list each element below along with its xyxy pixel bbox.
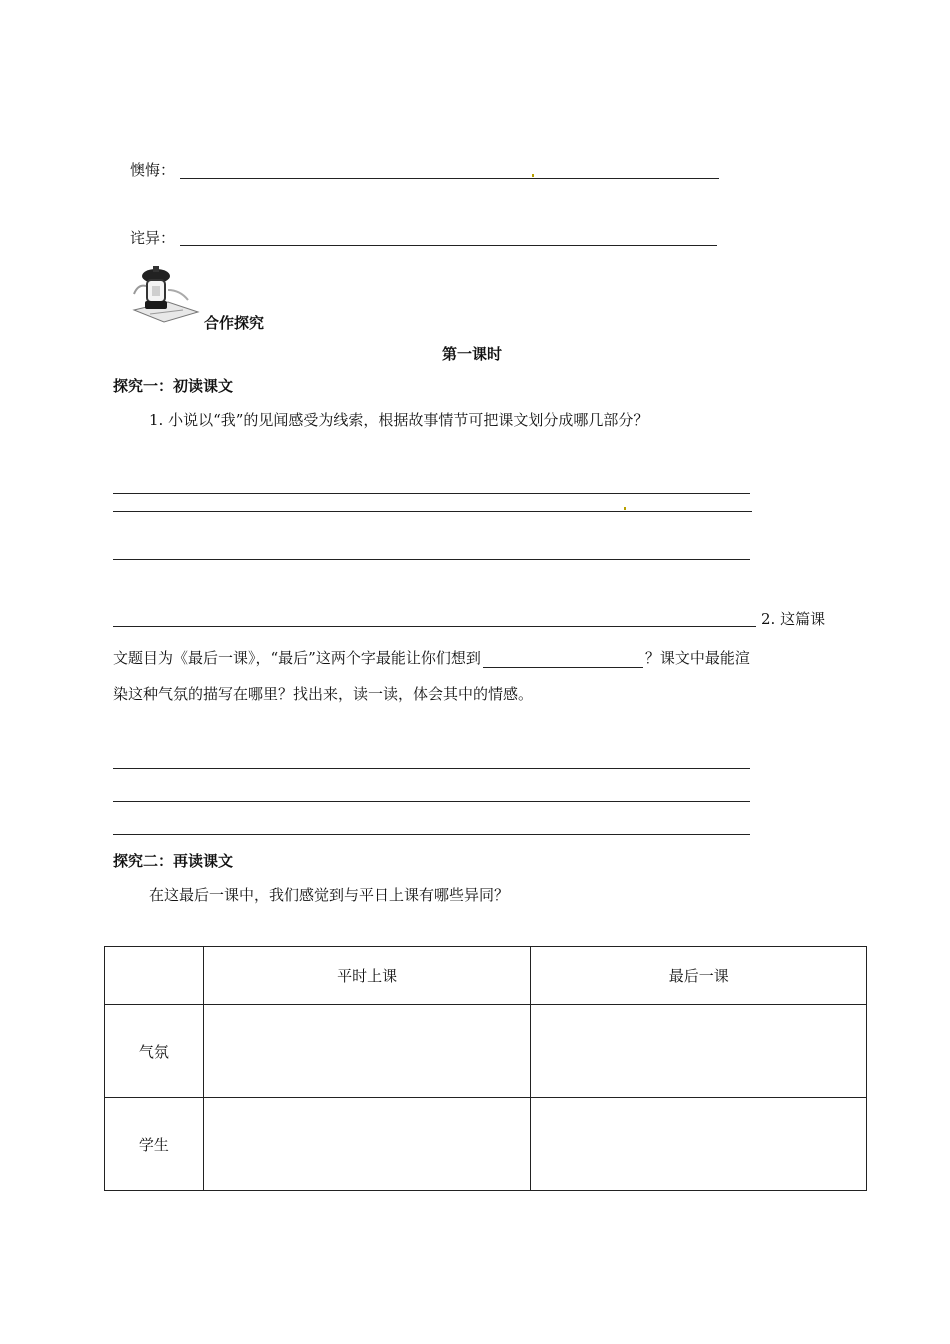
table-cell-input[interactable] [203,1005,531,1098]
answer-line-chayi[interactable] [180,245,717,246]
answer-line-q1-4[interactable] [113,626,756,627]
explore2-heading: 探究二：再读课文 [113,852,234,870]
question-2-line3: 染这种气氛的描写在哪里？找出来，读一读，体会其中的情感。 [113,685,534,703]
table-row [105,1005,867,1098]
answer-line-aohui[interactable] [180,178,719,179]
row-label-atmosphere: 气氛 [105,1005,204,1098]
fill-blank-q2[interactable] [483,651,643,668]
table-header-blank [105,947,204,1005]
lantern-reading-icon [128,264,204,328]
table-cell-input[interactable] [531,1098,867,1191]
explore1-heading: 探究一：初读课文 [113,377,234,395]
question-2-text-b: ？课文中最能渲 [644,649,750,667]
question-1: 1. 小说以“我”的见闻感受为线索，根据故事情节可把课文划分成哪几部分？ [149,411,649,429]
table-cell-input[interactable] [531,1005,867,1098]
answer-line-q2-2[interactable] [113,801,750,802]
vocab-label-chayi: 诧异： [130,229,176,247]
row-label-students: 学生 [105,1098,204,1191]
explore2-prompt: 在这最后一课中，我们感觉到与平日上课有哪些异同？ [149,886,510,904]
answer-line-q1-1[interactable] [113,493,750,494]
question-2-text-a: 文题目为《最后一课》，“最后”这两个字最能让你们想到 [113,649,481,667]
answer-line-q2-3[interactable] [113,834,750,835]
comparison-table [104,946,867,1191]
question-2-line2 [113,648,750,668]
table-cell-input[interactable] [203,1098,531,1191]
table-header-normal-class: 平时上课 [203,947,531,1005]
speck-mark [532,174,534,177]
answer-line-q1-3[interactable] [113,559,750,560]
lesson-title: 第一课时 [442,345,503,363]
answer-line-q1-2[interactable] [113,511,752,512]
question-2-start: 2. 这篇课 [761,610,826,628]
answer-line-q2-1[interactable] [113,768,750,769]
table-header-row [105,947,867,1005]
table-row [105,1098,867,1191]
section-title: 合作探究 [204,314,265,332]
vocab-label-aohui: 懊悔： [130,161,176,179]
speck-mark [624,507,626,510]
table-header-last-class: 最后一课 [531,947,867,1005]
